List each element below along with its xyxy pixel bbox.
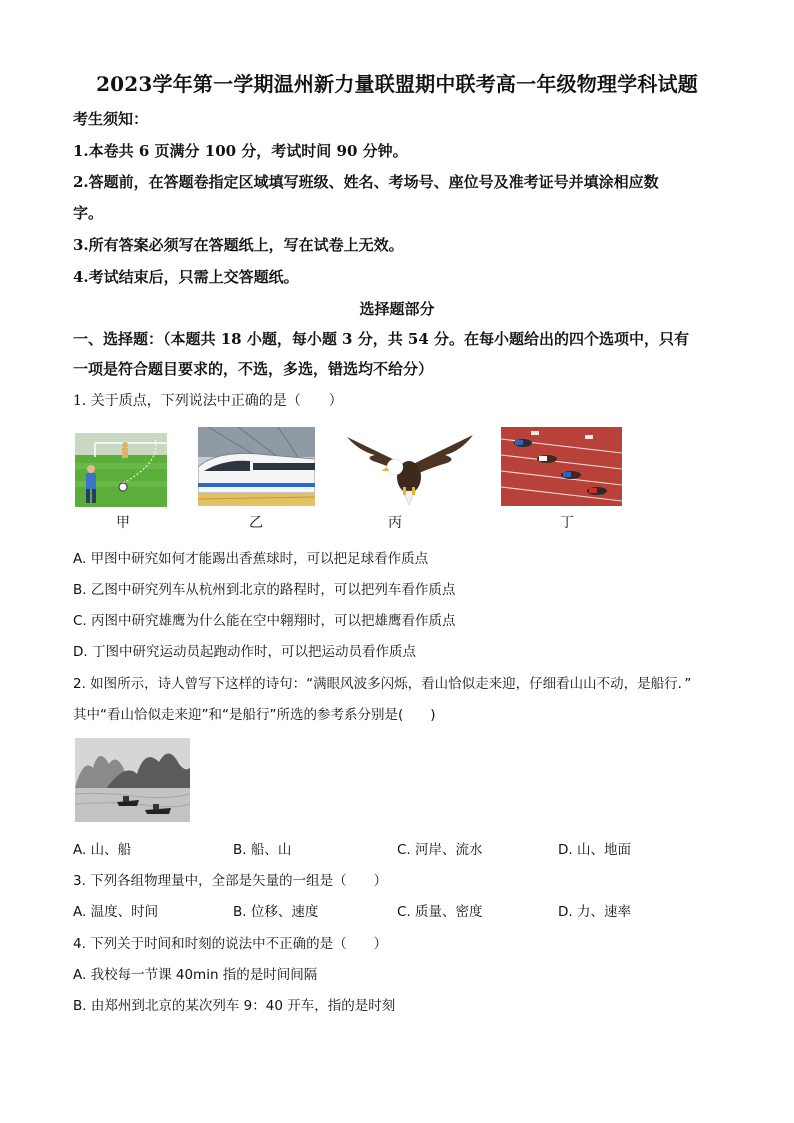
q1-image-eagle bbox=[345, 431, 475, 506]
q2-option-c: C. 河岸、流水 bbox=[397, 842, 483, 858]
section-desc-line2: 一项是符合题目要求的，不选，多选，错选均不给分） bbox=[73, 360, 434, 378]
q3-option-b: B. 位移、速度 bbox=[233, 904, 319, 920]
q1-caption-bing: 丙 bbox=[388, 515, 402, 531]
q2-option-b: B. 船、山 bbox=[233, 842, 292, 858]
q1-image-soccer bbox=[75, 433, 167, 507]
section-title: 选择题部分 bbox=[359, 300, 435, 318]
q3-option-a: A. 温度、时间 bbox=[73, 904, 159, 920]
page-title: 2023学年第一学期温州新力量联盟期中联考高一年级物理学科试题 bbox=[96, 72, 698, 96]
q2-stem-line1: 2. 如图所示，诗人曾写下这样的诗句：“满眼风波多闪烁，看山恰似走来迎，仔细看山山不动，是船行．” bbox=[73, 676, 692, 692]
q1-caption-yi: 乙 bbox=[249, 515, 263, 531]
q1-option-a: A. 甲图中研究如何才能踢出香蕉球时，可以把足球看作质点 bbox=[73, 551, 429, 567]
q3-stem: 3. 下列各组物理量中，全部是矢量的一组是（ ） bbox=[73, 873, 388, 889]
section-desc-line1: 一、选择题：（本题共 18 小题，每小题 3 分，共 54 分。在每小题给出的四个选项中，只有 bbox=[73, 330, 690, 348]
notice-item-2: 2.答题前，在答题卷指定区域填写班级、姓名、考场号、座位号及准考证号并填涂相应数 bbox=[73, 173, 659, 191]
notice-heading: 考生须知： bbox=[73, 110, 149, 128]
notice-item-4: 4.考试结束后，只需上交答题纸。 bbox=[73, 268, 299, 286]
q4-stem: 4. 下列关于时间和时刻的说法中不正确的是（ ） bbox=[73, 936, 388, 952]
notice-item-3: 3.所有答案必须写在答题纸上，写在试卷上无效。 bbox=[73, 236, 404, 254]
q1-image-train bbox=[198, 427, 315, 506]
notice-item-1: 1.本卷共 6 页满分 100 分，考试时间 90 分钟。 bbox=[73, 142, 408, 160]
q2-option-d: D. 山、地面 bbox=[558, 842, 631, 858]
q1-option-d: D. 丁图中研究运动员起跑动作时，可以把运动员看作质点 bbox=[73, 644, 416, 660]
q1-caption-ding: 丁 bbox=[560, 515, 574, 531]
q1-option-b: B. 乙图中研究列车从杭州到北京的路程时，可以把列车看作质点 bbox=[73, 582, 456, 598]
notice-item-2-cont: 字。 bbox=[73, 204, 104, 222]
q1-caption-jia: 甲 bbox=[116, 515, 130, 531]
q4-option-b: B. 由郑州到北京的某次列车 9：40 开车，指的是时刻 bbox=[73, 998, 396, 1014]
q1-option-c: C. 丙图中研究雄鹰为什么能在空中翱翔时，可以把雄鹰看作质点 bbox=[73, 613, 456, 629]
q2-image-landscape bbox=[75, 738, 190, 822]
q2-stem-line2: 其中“看山恰似走来迎”和“是船行”所选的参考系分别是( ) bbox=[73, 707, 436, 723]
q2-option-a: A. 山、船 bbox=[73, 842, 132, 858]
q4-option-a: A. 我校每一节课 40min 指的是时间间隔 bbox=[73, 967, 318, 983]
q1-stem: 1. 关于质点，下列说法中正确的是（ ） bbox=[73, 393, 343, 409]
q3-option-c: C. 质量、密度 bbox=[397, 904, 483, 920]
q3-option-d: D. 力、速率 bbox=[558, 904, 631, 920]
q1-image-sprinters bbox=[501, 427, 622, 506]
